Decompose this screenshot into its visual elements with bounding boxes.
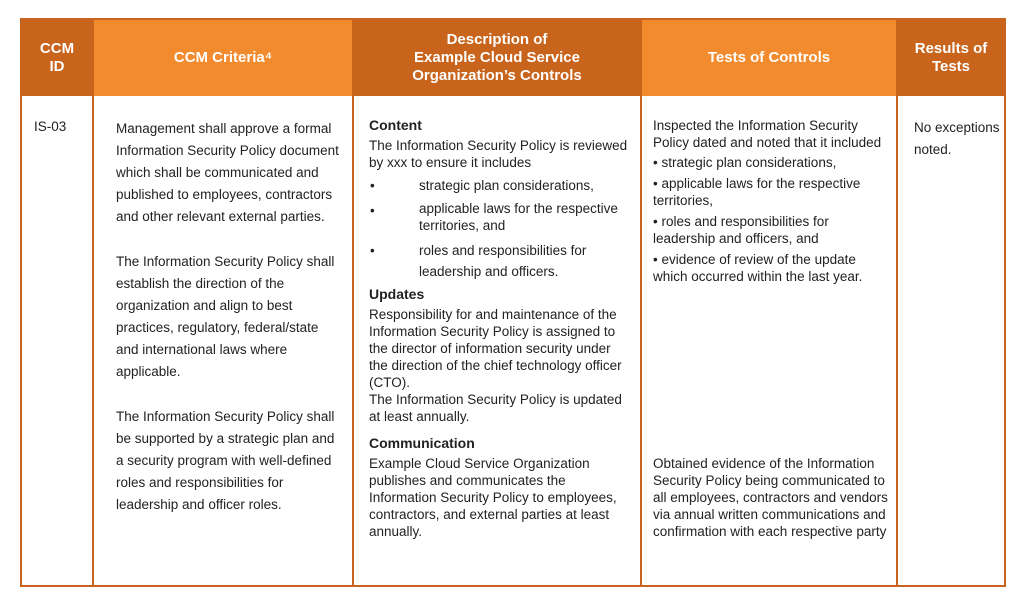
- list-item: • strategic plan considerations,: [653, 155, 837, 170]
- criteria-paragraph: The Information Security Policy shall be supported by a strategic plan and a security program with well-defined roles and responsibilities for leadership and officer roles.: [116, 409, 335, 512]
- tests-second-paragraph: Obtained evidence of the Information Security Policy being communicated to all employees, contractors and vendors via annual written communications and confirmation with each respective party: [653, 456, 888, 539]
- bullet-icon: •: [370, 243, 375, 258]
- content-bullet-list: [369, 175, 630, 282]
- criteria-paragraph: The Information Security Policy shall establish the direction of the organization and align to best practices, regulatory, federal/state and international laws where applicable.: [116, 254, 335, 379]
- header-results-of-tests: Results of Tests: [898, 20, 1004, 96]
- list-item: • roles and responsibilities for leadership and officers.: [369, 240, 630, 282]
- header-ccm-id: CCM ID: [22, 20, 92, 96]
- tests-of-controls-cell: [642, 96, 896, 585]
- list-item: • strategic plan considerations,: [369, 175, 630, 196]
- communication-heading: Communication: [369, 435, 475, 451]
- communication-text: Example Cloud Service Organization publishes and communicates the Information Security Policy to employees, contractors, and external parties at least annually.: [369, 456, 617, 539]
- updates-text: The Information Security Policy is updated at least annually.: [369, 392, 622, 424]
- list-item: • roles and responsibilities for leadership and officers, and: [653, 214, 829, 246]
- criteria-paragraph: Management shall approve a formal Information Security Policy document which shall be communicated and published to employees, contractors and other relevant external parties.: [116, 121, 339, 224]
- header-ccm-criteria: CCM Criteria⁴: [94, 20, 352, 96]
- updates-heading: Updates: [369, 286, 425, 302]
- content-heading: Content: [369, 117, 422, 133]
- bullet-icon: •: [370, 203, 375, 218]
- controls-table: [20, 18, 1006, 587]
- tests-intro: Inspected the Information Security Policy dated and noted that it included: [653, 118, 882, 150]
- bullet-icon: •: [370, 178, 375, 193]
- updates-text: Responsibility for and maintenance of the Information Security Policy is assigned to the director of information security under the direction of the chief technology officer (CTO).: [369, 307, 622, 390]
- list-item: • applicable laws for the respective territories, and: [370, 201, 618, 233]
- ccm-id-cell: IS-03: [34, 119, 67, 134]
- header-tests-of-controls: Tests of Controls: [642, 20, 896, 96]
- ccm-criteria-cell: [94, 96, 352, 585]
- content-intro: The Information Security Policy is reviewed by xxx to ensure it includes: [369, 138, 628, 170]
- description-cell: [354, 96, 640, 585]
- tests-bullet-list: [653, 154, 888, 285]
- results-cell: No exceptions noted.: [914, 120, 1000, 157]
- list-item: • applicable laws for the respective territories,: [653, 176, 861, 208]
- header-description: Description of Example Cloud Service Organization’s Controls: [354, 20, 640, 96]
- list-item: • evidence of review of the update which occurred within the last year.: [653, 252, 863, 284]
